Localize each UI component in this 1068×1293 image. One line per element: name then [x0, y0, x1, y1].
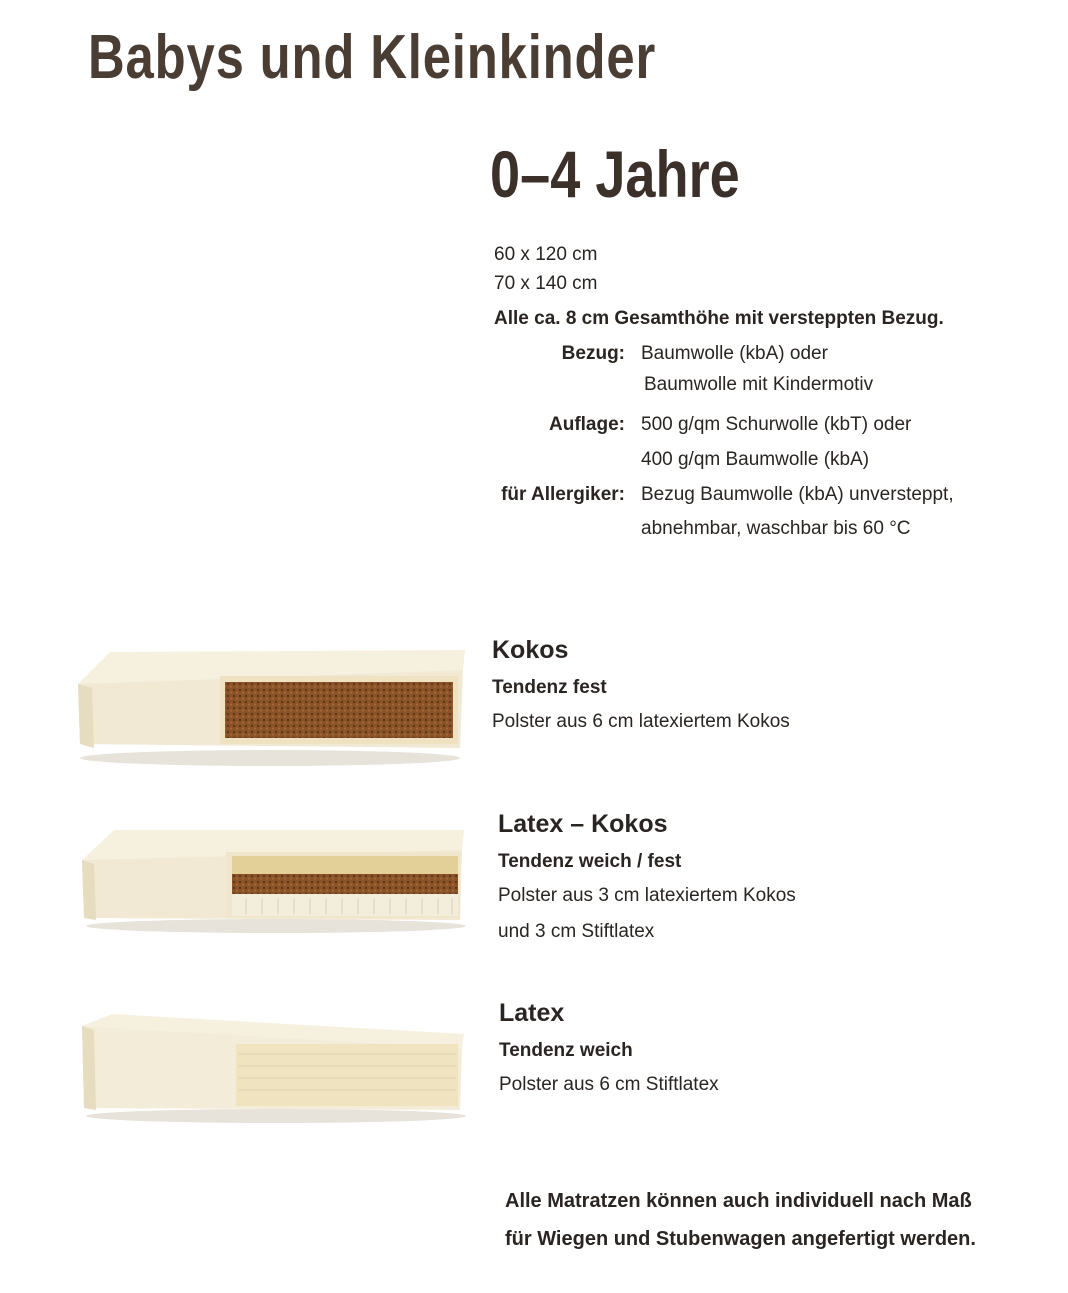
spec-value-line: 500 g/qm Schurwolle (kbT) oder: [641, 414, 912, 435]
product-description: Polster aus 6 cm latexiertem Kokos: [492, 711, 790, 732]
product-tendency: Tendenz weich / fest: [498, 851, 682, 872]
kokos-mattress-image: [70, 640, 465, 770]
product-name-latex-kokos: Latex – Kokos: [498, 810, 668, 838]
size-1: 60 x 120 cm: [494, 244, 598, 265]
product-name-latex: Latex: [499, 999, 565, 1027]
spec-label: Bezug:: [561, 343, 625, 364]
product-description: Polster aus 6 cm Stiftlatex: [499, 1074, 719, 1095]
footer-note-line: für Wiegen und Stubenwagen angefertigt werden.: [505, 1228, 976, 1250]
page-title: Babys und Kleinkinder: [88, 23, 657, 92]
size-2: 70 x 140 cm: [494, 273, 598, 294]
product-description: Polster aus 3 cm latexiertem Kokos: [498, 885, 796, 906]
footer-note-line: Alle Matratzen können auch individuell nach Maß: [505, 1190, 972, 1212]
height-note: Alle ca. 8 cm Gesamthöhe mit versteppten Bezug.: [494, 308, 944, 329]
product-name-kokos: Kokos: [492, 636, 569, 664]
latex-kokos-mattress-image: [76, 820, 471, 935]
age-range-heading: 0–4 Jahre: [490, 137, 740, 211]
spec-value-line: 400 g/qm Baumwolle (kbA): [641, 449, 870, 470]
product-tendency: Tendenz fest: [492, 677, 607, 698]
product-description: und 3 cm Stiftlatex: [498, 921, 655, 942]
spec-value-line: Bezug Baumwolle (kbA) unversteppt,: [641, 484, 954, 505]
spec-value-line: abnehmbar, waschbar bis 60 °C: [641, 518, 911, 539]
product-tendency: Tendenz weich: [499, 1040, 633, 1061]
spec-label: für Allergiker:: [501, 484, 625, 505]
spec-value-line: Baumwolle (kbA) oder: [641, 343, 828, 364]
latex-mattress-image: [76, 1010, 471, 1125]
spec-label: Auflage:: [549, 414, 625, 435]
spec-value-line: Baumwolle mit Kindermotiv: [644, 374, 874, 395]
